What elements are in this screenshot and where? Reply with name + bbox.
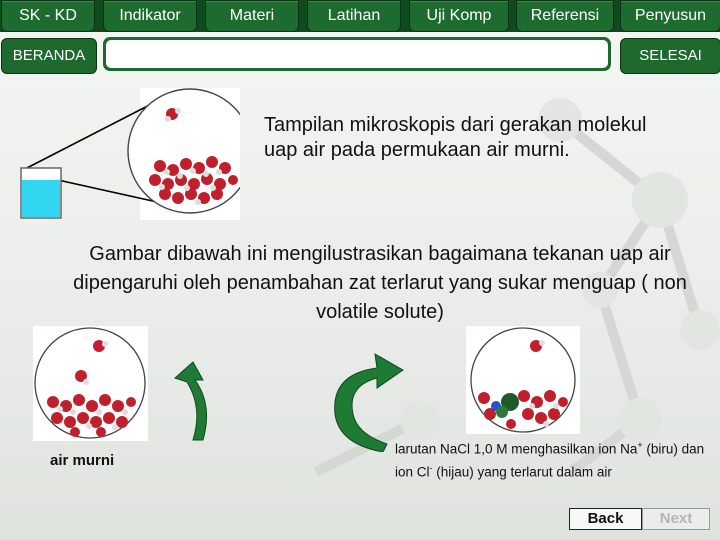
nav-penyusun-button[interactable]: Penyusun [620, 0, 720, 32]
beranda-button[interactable]: BERANDA [1, 38, 97, 74]
microscopic-description-text: Tampilan mikroskopis dari gerakan molekul uap air pada permukaan air murni. [264, 114, 647, 161]
next-button[interactable]: Next [642, 508, 710, 530]
magnifier-circle [35, 328, 145, 438]
title-bar [103, 37, 611, 71]
magnifier-circle [128, 89, 240, 213]
water-fill [22, 180, 60, 217]
nav-materi-button[interactable]: Materi [205, 0, 299, 32]
curved-arrow-icon [325, 352, 405, 452]
nacl-solution-caption: larutan NaCl 1,0 M menghasilkan ion Na+ (biru) dan ion Cl- (hijau) yang terlarut dalam air [395, 440, 705, 479]
pure-water-illustration [33, 326, 148, 441]
curved-arrow-icon [165, 360, 220, 445]
nav-latihan-button[interactable]: Latihan [307, 0, 401, 32]
pure-water-caption: air murni [50, 452, 115, 469]
explanation-paragraph: Gambar dibawah ini mengilustrasikan bagaimana tekanan uap air dipengaruhi oleh penambahan zat terlarut yang sukar menguap ( non volatile solute) [73, 243, 687, 323]
nav-indikator-button[interactable]: Indikator [103, 0, 197, 32]
selesai-button[interactable]: SELESAI [620, 38, 720, 74]
nacl-solution-illustration [466, 326, 580, 434]
nav-referensi-button[interactable]: Referensi [516, 0, 614, 32]
nav-sk-kd-button[interactable]: SK - KD [1, 0, 95, 32]
top-nav-bar [0, 0, 720, 32]
back-button[interactable]: Back [569, 508, 642, 530]
beaker-microscopic-illustration [15, 88, 240, 220]
title-field [106, 40, 608, 68]
nav-uji-komp-button[interactable]: Uji Komp [409, 0, 509, 32]
